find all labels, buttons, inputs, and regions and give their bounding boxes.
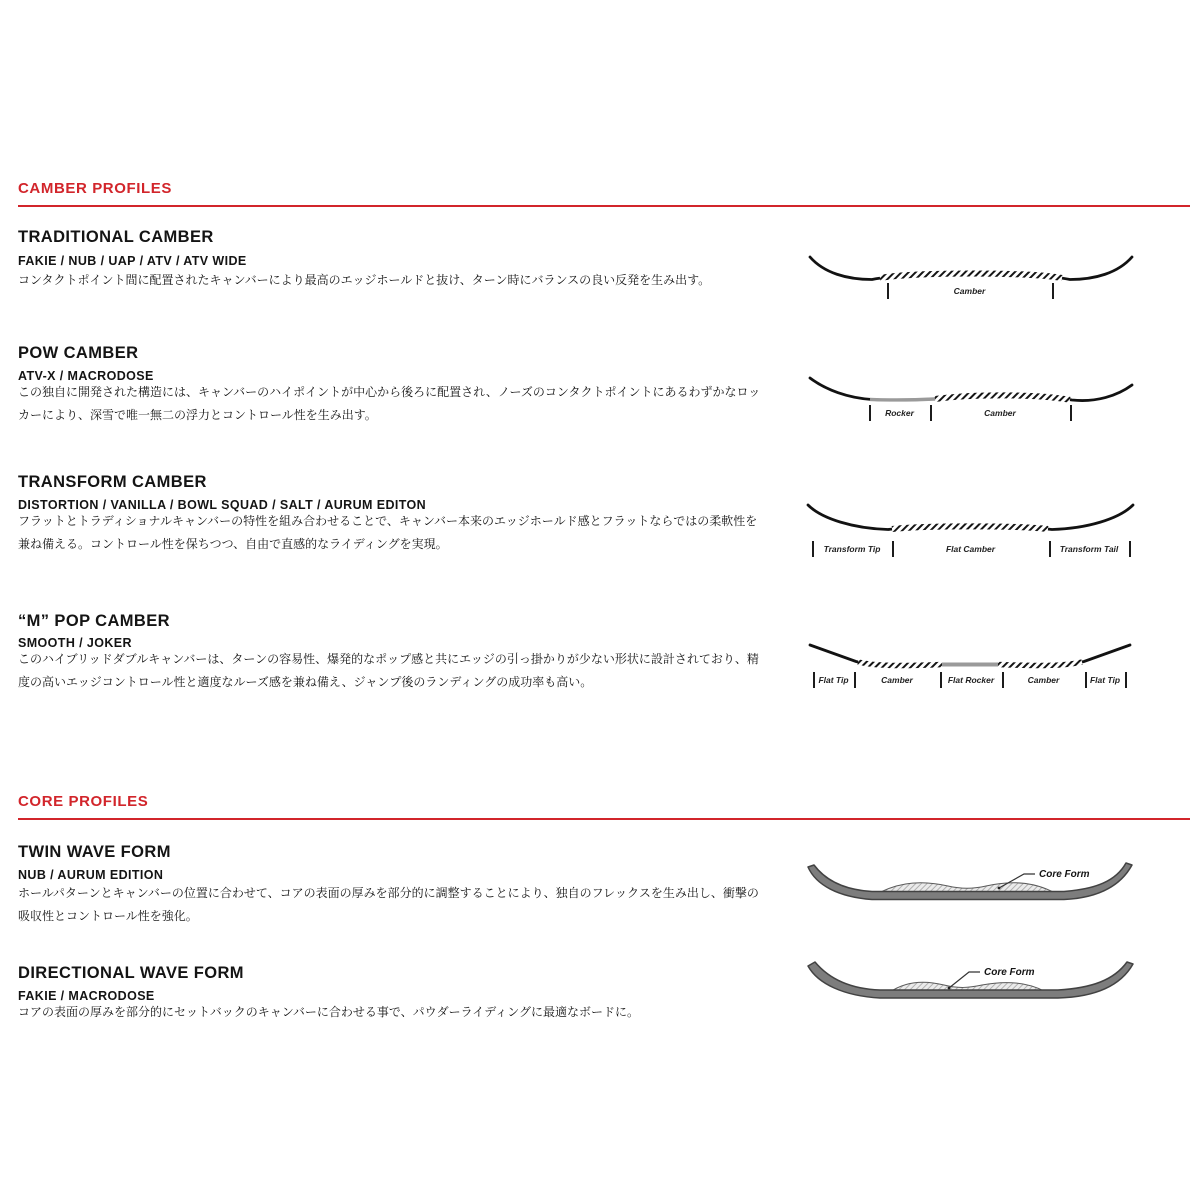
segment-label: Camber xyxy=(1027,675,1060,685)
core-profiles-divider xyxy=(18,818,1190,820)
section-description: コンタクトポイント間に配置されたキャンバーにより最高のエッジホールドと抜け、ターン時にバランスの良い反発を生み出す。 xyxy=(18,273,711,287)
section-description: このハイブリッドダブルキャンバーは、ターンの容易性、爆発的なポップ感と共にエッジの引っ掛かりが少ない形状に設計されており、精度の高いエッジコントロール性と適度なルーズ感を兼ね備え、ジャンプ後のランディングの成功率も高い。 xyxy=(18,652,759,689)
transform-camber-profile-drawing xyxy=(802,500,1140,546)
m-pop-camber-diagram xyxy=(802,638,1140,708)
segment-label: Flat Tip xyxy=(818,675,849,685)
camber-profiles-divider xyxy=(18,205,1190,207)
section-models: NUB / AURUM EDITION xyxy=(18,868,164,882)
core-form-callout-label: Core Form xyxy=(984,967,1035,978)
section-description: ホールパターンとキャンバーの位置に合わせて、コアの表面の厚みを部分的に調整することにより、独自のフレックスを生み出し、衝撃の吸収性とコントロール性を強化。 xyxy=(18,886,759,923)
segment-label: Camber xyxy=(953,286,986,296)
section-title: “M” POP CAMBER xyxy=(18,612,170,630)
section-description: この独自に開発された構造には、キャンバーのハイポイントが中心から後ろに配置され、ノーズのコンタクトポイントにあるわずかなロッカーにより、深雪で唯一無二の浮力とコントロール性を生み出す。 xyxy=(18,385,761,422)
segment-labels xyxy=(802,405,1140,421)
pow-camber-diagram xyxy=(802,372,1140,442)
segment-label: Camber xyxy=(984,408,1016,418)
segment-label: Flat Tip xyxy=(1089,675,1121,685)
segment-label: Flat Camber xyxy=(945,544,996,554)
core-form-callout-label: Core Form xyxy=(1039,869,1090,880)
transform-camber-diagram xyxy=(802,500,1140,570)
tick-mark xyxy=(1129,541,1131,557)
directional-wave-form-diagram xyxy=(802,948,1140,1018)
tick-mark xyxy=(1070,405,1072,421)
section-title: TRADITIONAL CAMBER xyxy=(18,228,214,246)
section-title: POW CAMBER xyxy=(18,344,139,362)
tick-mark xyxy=(1125,672,1127,688)
section-models: FAKIE / MACRODOSE xyxy=(18,989,155,1003)
traditional-camber-diagram xyxy=(802,248,1140,318)
section-title: TWIN WAVE FORM xyxy=(18,843,171,861)
section-description: コアの表面の厚みを部分的にセットバックのキャンバーに合わせる事で、パウダーライディングに最適なボードに。 xyxy=(18,1005,640,1019)
segment-label: Transform Tail xyxy=(1059,544,1119,554)
segment-labels xyxy=(802,672,1140,688)
segment-label: Rocker xyxy=(885,408,914,418)
twin-wave-form-diagram xyxy=(802,853,1140,923)
segment-labels xyxy=(802,283,1140,299)
section-title: TRANSFORM CAMBER xyxy=(18,473,207,491)
section-title: DIRECTIONAL WAVE FORM xyxy=(18,964,244,982)
section-models: FAKIE / NUB / UAP / ATV / ATV WIDE xyxy=(18,254,247,268)
directional-wave-core-drawing xyxy=(802,948,1140,1018)
section-models: ATV-X / MACRODOSE xyxy=(18,369,154,383)
segment-label: Camber xyxy=(881,675,913,685)
section-models: SMOOTH / JOKER xyxy=(18,636,132,650)
section-models: DISTORTION / VANILLA / BOWL SQUAD / SALT / AURUM EDITON xyxy=(18,498,427,512)
tick-mark xyxy=(1052,283,1054,299)
core-profiles-heading: CORE PROFILES xyxy=(18,793,149,810)
camber-profiles-heading: CAMBER PROFILES xyxy=(18,180,173,197)
segment-label: Flat Rocker xyxy=(947,675,995,685)
segment-label: Transform Tip xyxy=(823,544,881,554)
section-description: フラットとトラディショナルキャンバーの特性を組み合わせることで、キャンバー本来のエッジホールド感とフラットならではの柔軟性を兼ね備える。コントロール性を保ちつつ、自由で直感的なライディングを実現。 xyxy=(18,514,758,551)
twin-wave-core-drawing xyxy=(802,853,1140,923)
segment-labels xyxy=(802,541,1140,557)
